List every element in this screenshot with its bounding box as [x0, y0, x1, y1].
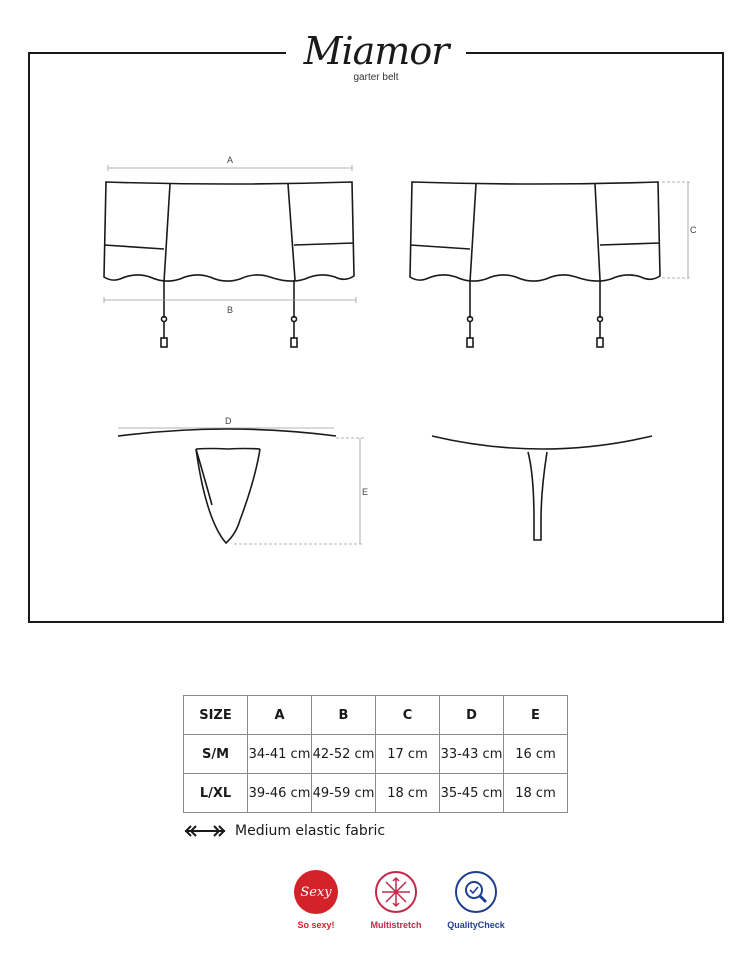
row-size: L/XL: [184, 774, 248, 813]
dim-label-e: E: [362, 487, 369, 497]
table-row: [184, 735, 568, 774]
multistretch-icon: [374, 870, 418, 914]
fabric-note: [183, 823, 385, 839]
cell: 18 cm: [376, 774, 440, 813]
cell: 17 cm: [376, 735, 440, 774]
thong-front: [118, 429, 336, 543]
garter-belt-back: [410, 182, 660, 347]
dim-label-d: D: [225, 416, 232, 426]
quality-check-icon: [454, 870, 498, 914]
feature-badges: [285, 870, 507, 930]
table-row: [184, 774, 568, 813]
cell: 42-52 cm: [312, 735, 376, 774]
badge-multistretch: [365, 870, 427, 930]
row-size: S/M: [184, 735, 248, 774]
stretch-arrow-icon: [183, 824, 227, 838]
size-table-header: [184, 696, 568, 735]
fabric-label: Medium elastic fabric: [235, 823, 386, 839]
dim-label-c: C: [690, 225, 697, 235]
header-b: B: [312, 696, 376, 735]
badge-label: So sexy!: [297, 920, 335, 930]
header-e: E: [504, 696, 568, 735]
cell: 16 cm: [504, 735, 568, 774]
size-table: [183, 695, 568, 813]
cell: 33-43 cm: [440, 735, 504, 774]
cell: 35-45 cm: [440, 774, 504, 813]
cell: 18 cm: [504, 774, 568, 813]
garter-belt-front: [104, 182, 354, 347]
header-c: C: [376, 696, 440, 735]
sexy-icon: Sexy: [294, 870, 338, 914]
badge-qualitycheck: [445, 870, 507, 930]
thong-back: [432, 436, 652, 540]
header-a: A: [248, 696, 312, 735]
brand-subtitle: garter belt: [353, 72, 399, 83]
brand-name: Miamor: [303, 29, 449, 73]
badge-sexy: [285, 870, 347, 930]
dimension-lines: [104, 165, 692, 544]
badge-label: Multistretch: [370, 920, 422, 930]
cell: 34-41 cm: [248, 735, 312, 774]
header-d: D: [440, 696, 504, 735]
cell: 39-46 cm: [248, 774, 312, 813]
cell: 49-59 cm: [312, 774, 376, 813]
badge-label: QualityCheck: [447, 920, 505, 930]
dim-label-b: B: [227, 305, 234, 315]
header-size: SIZE: [184, 696, 248, 735]
dim-label-a: A: [227, 155, 234, 165]
